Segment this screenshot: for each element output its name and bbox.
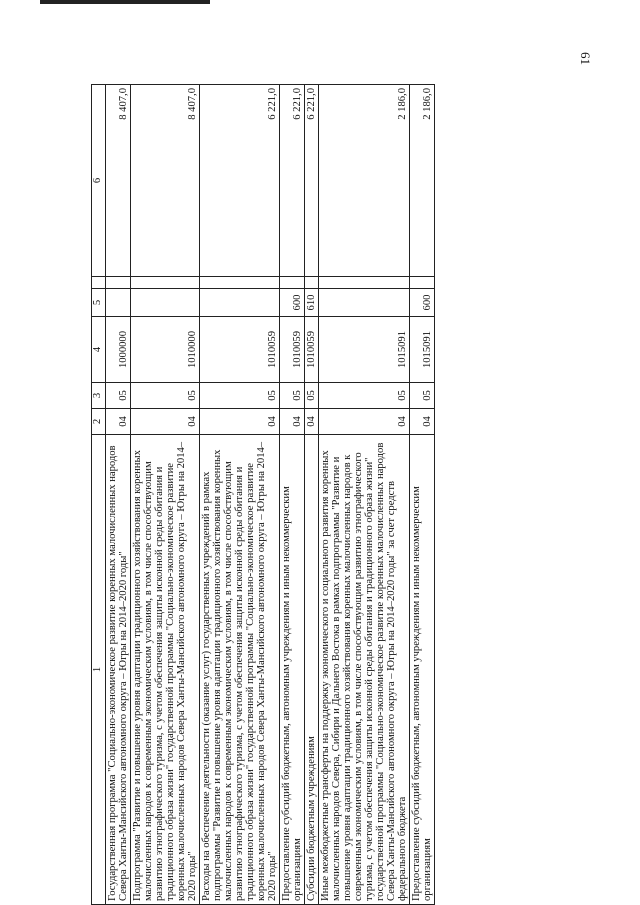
row-extra [319, 277, 410, 289]
row-sum: 8 407,0 [106, 85, 131, 277]
row-pr: 05 [305, 383, 319, 409]
row-vr: 600 [280, 289, 305, 317]
row-extra [305, 277, 319, 289]
header-cell-empty [92, 277, 106, 289]
header-row [92, 85, 106, 905]
table-row [200, 85, 280, 905]
row-csr: 1010059 [280, 317, 305, 383]
row-extra [106, 277, 131, 289]
table-row [305, 85, 319, 905]
row-csr: 1000000 [106, 317, 131, 383]
header-cell-sum: 6 [92, 85, 106, 277]
row-rz: 04 [319, 409, 410, 435]
table-row [131, 85, 200, 905]
row-vr [131, 289, 200, 317]
row-name: Предоставление субсидий бюджетным, автономным учреждениям и иным некоммерческим организациям [410, 435, 435, 905]
table-row [106, 85, 131, 905]
row-vr: 600 [410, 289, 435, 317]
row-pr: 05 [106, 383, 131, 409]
row-name: Государственная программа "Социально-экономическое развитие коренных малочисленных народов Севера Ханты-Мансийского автономного округа – Югры на 2014–2020 годы" [106, 435, 131, 905]
row-extra [200, 277, 280, 289]
row-csr: 1015091 [319, 317, 410, 383]
row-rz: 04 [106, 409, 131, 435]
row-vr [319, 289, 410, 317]
row-name: Иные межбюджетные трансферты на поддержку экономического и социального развития коренных малочисленных народов Севера, Сибири и Дальнего Востока в рамках подпрограммы "Развитие и повышение уровня адаптации традиционного хозяйствования коренных малочисленных народов к современным экономическим условиям, в том числе способствующим развитию этнографического туризма, с учетом обеспечения защиты исконной среды обитания и традиционного образа жизни" государственной программы "Социально-экономическое развитие коренных малочисленных народов Севера Ханты-Мансийского автономного округа – Югры на 2014–2020 годы" за счет средств федерального бюджета [319, 435, 410, 905]
page-number: 61 [578, 52, 593, 65]
header-cell-rz: 2 [92, 409, 106, 435]
row-sum: 6 221,0 [305, 85, 319, 277]
row-sum: 2 186,0 [410, 85, 435, 277]
row-rz: 04 [131, 409, 200, 435]
row-extra [410, 277, 435, 289]
row-pr: 05 [410, 383, 435, 409]
budget-table [91, 84, 435, 905]
row-extra [131, 277, 200, 289]
row-rz: 04 [305, 409, 319, 435]
table-row [319, 85, 410, 905]
rotated-table-container [91, 85, 593, 905]
row-pr: 05 [131, 383, 200, 409]
row-name: Расходы на обеспечение деятельности (оказание услуг) государственных учреждений в рамках подпрограммы "Развитие и повышение уровня адаптации традиционного хозяйствования коренных малочисленных народов к современным экономическим условиям, в том числе способствующим развитию этнографического туризма, с учетом обеспечения защиты исконной среды обитания и традиционного образа жизни" государственной программы "Социально-экономическое развитие коренных малочисленных народов Севера Ханты-Мансийского автономного округа – Югры на 2014–2020 годы" [200, 435, 280, 905]
row-csr: 1010059 [305, 317, 319, 383]
row-sum: 2 186,0 [319, 85, 410, 277]
row-rz: 04 [280, 409, 305, 435]
row-extra [280, 277, 305, 289]
table-row [280, 85, 305, 905]
row-vr [106, 289, 131, 317]
header-cell-vr: 5 [92, 289, 106, 317]
row-pr: 05 [200, 383, 280, 409]
table-row [410, 85, 435, 905]
row-sum: 8 407,0 [131, 85, 200, 277]
row-csr: 1010000 [131, 317, 200, 383]
row-pr: 05 [280, 383, 305, 409]
row-sum: 6 221,0 [280, 85, 305, 277]
row-pr: 05 [319, 383, 410, 409]
row-rz: 04 [410, 409, 435, 435]
row-name: Субсидии бюджетным учреждениям [305, 435, 319, 905]
row-csr: 1010059 [200, 317, 280, 383]
row-sum: 6 221,0 [200, 85, 280, 277]
scan-edge-mark [40, 0, 210, 4]
row-vr: 610 [305, 289, 319, 317]
header-cell-pr: 3 [92, 383, 106, 409]
row-csr: 1015091 [410, 317, 435, 383]
header-cell-csr: 4 [92, 317, 106, 383]
header-cell-name: 1 [92, 435, 106, 905]
row-vr [200, 289, 280, 317]
row-name: Предоставление субсидий бюджетным, автономным учреждениям и иным некоммерческим организациям [280, 435, 305, 905]
row-rz: 04 [200, 409, 280, 435]
row-name: Подпрограмма "Развитие и повышение уровня адаптации традиционного хозяйствования коренных малочисленных народов к современным экономическим условиям, в том числе способствующим развитию этнографического туризма, с учетом обеспечения защиты исконной среды обитания и традиционного образа жизни" государственной программы "Социально-экономическое развитие коренных малочисленных народов Севера Ханты-Мансийского автономного округа – Югры на 2014–2020 годы" [131, 435, 200, 905]
